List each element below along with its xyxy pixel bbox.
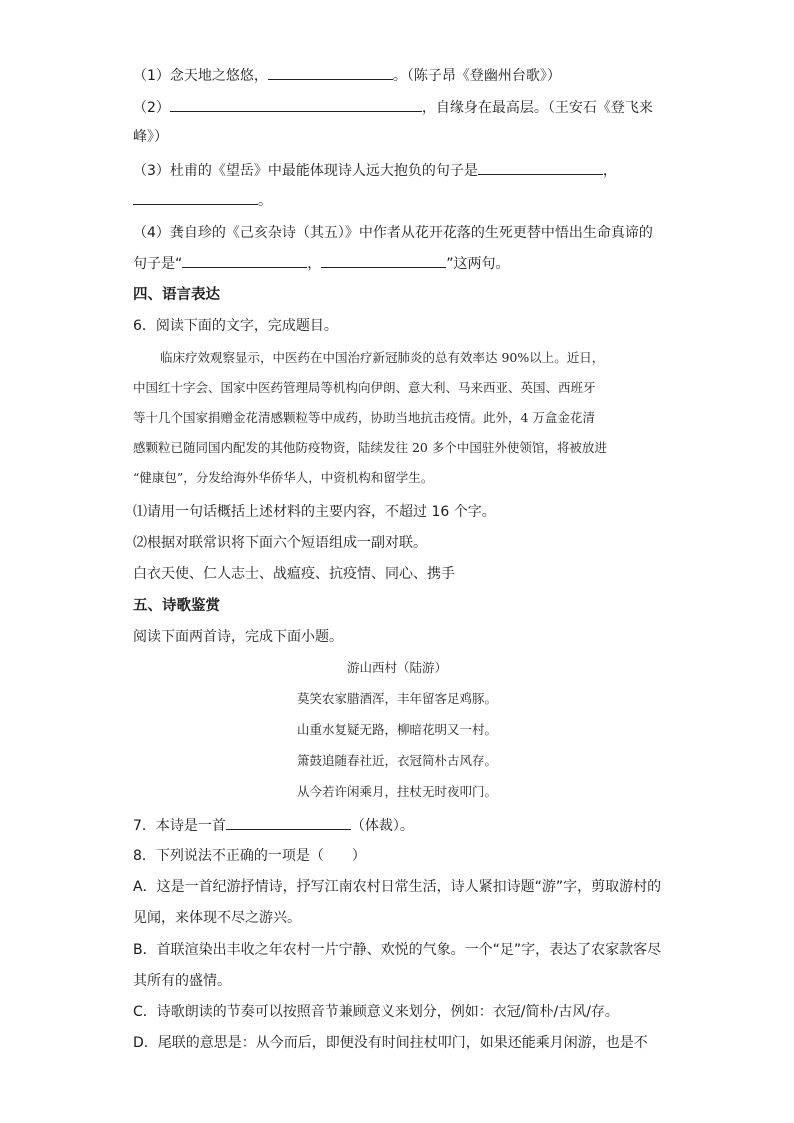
- answer-blank[interactable]: [170, 97, 422, 112]
- question-7-suffix: （体裁）。: [350, 818, 414, 834]
- section-5-intro: 阅读下面两首诗，完成下面小题。: [133, 629, 343, 645]
- poem-line: 莫笑农家腊酒浑，丰年留客足鸡豚。: [296, 691, 497, 706]
- question-6-sub-1: ⑴请用一句话概括上述材料的主要内容，不超过 16 个字。: [133, 504, 496, 520]
- question-2-prefix: （2）: [133, 100, 170, 116]
- phrase-list: 白衣天使、仁人志士、战瘟疫、抗疫情、同心、携手: [133, 566, 455, 582]
- answer-blank[interactable]: [133, 190, 258, 205]
- poem-line: 箫鼓追随春社近，衣冠简朴古风存。: [296, 753, 497, 768]
- passage-line: 中国红十字会、国家中医药管理局等机构向伊朗、意大利、马来西亚、英国、西班牙: [133, 380, 596, 395]
- passage-line: 临床疗效观察显示，中医药在中国治疗新冠肺炎的总有效率达 90%以上。近日，: [160, 350, 605, 365]
- answer-blank[interactable]: [321, 253, 446, 268]
- option-b[interactable]: B．首联渲染出丰收之年农村一片宁静、欢悦的气象。一个“足”字，表达了农家款客尽: [133, 942, 662, 958]
- option-c[interactable]: C．诗歌朗读的节奏可以按照音节兼顾意义来划分，例如：衣冠/简朴/古风/存。: [133, 1004, 619, 1020]
- passage-line: 感颗粒已随同国内配发的其他防疫物资，陆续发往 20 多个中国驻外使领馆，将被放进: [133, 440, 607, 455]
- section-5-heading: 五、诗歌鉴赏: [133, 598, 220, 614]
- poem-line: 山重水复疑无路，柳暗花明又一村。: [296, 722, 497, 737]
- question-4-prefix: 句子是“: [133, 256, 183, 272]
- passage-line: “健康包”，分发给海外华侨华人，中资机构和留学生。: [133, 470, 434, 485]
- question-6-stem: 6．阅读下面的文字，完成题目。: [133, 318, 338, 334]
- question-2-suffix: ，自缘身在最高层。（王安石《登飞来: [421, 100, 653, 116]
- question-4-suffix: ”这两句。: [446, 256, 510, 272]
- question-3: [133, 160, 617, 181]
- answer-blank[interactable]: [268, 65, 393, 80]
- question-2-continuation: 峰》）: [133, 129, 168, 145]
- answer-blank[interactable]: [478, 160, 603, 175]
- option-a[interactable]: A．这是一首纪游抒情诗，抒写江南农村日常生活，诗人紧扣诗题“游”字，剪取游村的: [133, 879, 662, 895]
- poem-line: 从今若许闲乘月，拄杖无时夜叩门。: [296, 784, 497, 799]
- passage-line: 等十几个国家捐赠金花清感颗粒等中成药，协助当地抗击疫情。此外，4 万盒金花清: [133, 410, 595, 425]
- question-4-middle: ，: [307, 256, 322, 272]
- option-d[interactable]: D．尾联的意思是：从今而后，即便没有时间拄杖叩门，如果还能乘月闲游，也是不: [133, 1035, 648, 1051]
- option-a-continuation: 见闻，来体现不尽之游兴。: [133, 910, 301, 926]
- question-3-prefix: （3）杜甫的《望岳》中最能体现诗人远大抱负的句子是: [133, 163, 478, 179]
- poem-title: 游山西村（陆游）: [346, 660, 447, 675]
- section-4-heading: 四、语言表达: [133, 287, 220, 303]
- question-4: （4）龚自珍的《己亥杂诗（其五）》中作者从花开花落的生死更替中悟出生命真谛的: [133, 225, 653, 241]
- question-1-suffix: 。（陈子昂《登幽州台歌》）: [392, 68, 561, 84]
- question-6-sub-2: ⑵根据对联常识将下面六个短语组成一副对联。: [133, 535, 427, 551]
- question-4-line-2: [133, 253, 510, 274]
- question-7-prefix: 7．本诗是一首: [133, 818, 226, 834]
- question-8-stem: 8．下列说法不正确的一项是（ ）: [133, 848, 366, 864]
- answer-blank[interactable]: [226, 815, 351, 830]
- question-1-prefix: （1）念天地之悠悠，: [133, 68, 268, 84]
- question-7: [133, 815, 414, 836]
- question-2: [133, 97, 653, 118]
- question-1: [133, 65, 561, 86]
- option-b-continuation: 其所有的盛情。: [133, 973, 231, 989]
- question-3-line-2: [133, 190, 272, 211]
- question-3-end: 。: [258, 193, 272, 209]
- answer-blank[interactable]: [182, 253, 307, 268]
- question-3-comma: ，: [602, 163, 617, 179]
